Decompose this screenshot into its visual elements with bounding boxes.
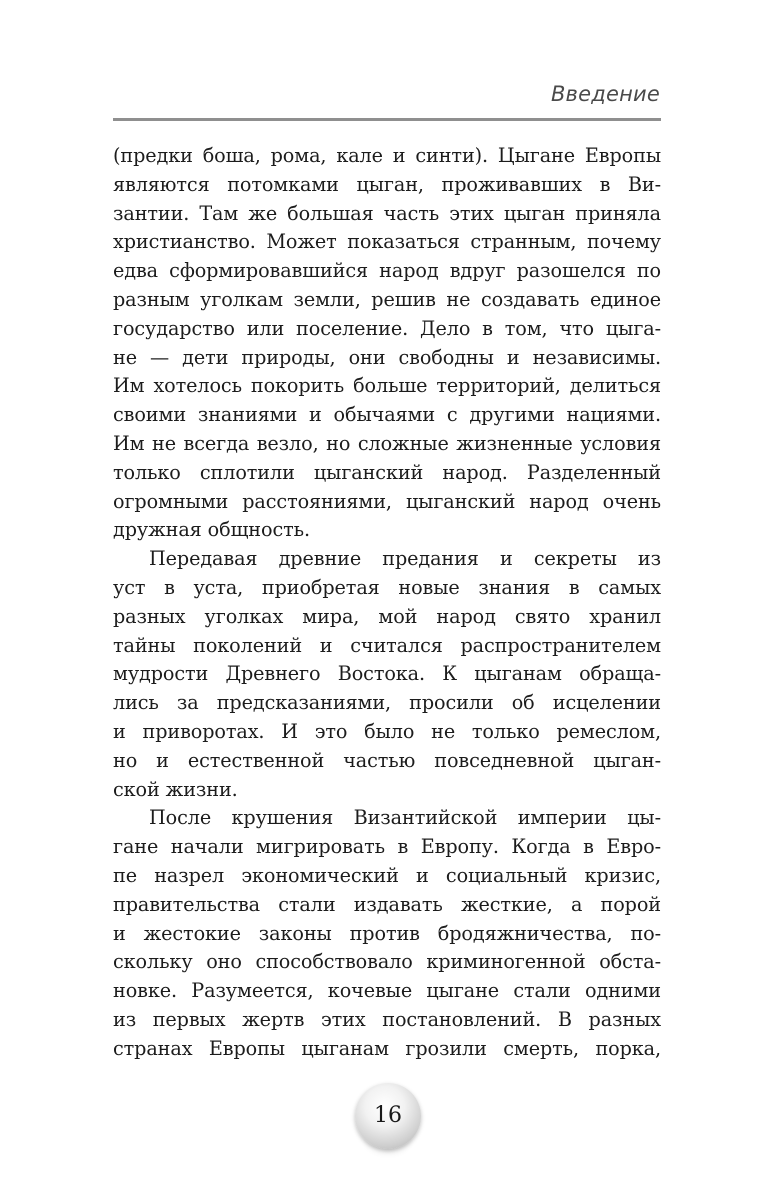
text-line: едва сформировавшийся народ вдруг разошелся по: [113, 259, 661, 283]
text-line: Им хотелось покорить больше территорий, делиться: [113, 374, 661, 398]
text-line: гане начали мигрировать в Европу. Когда в Евро-: [113, 835, 661, 859]
text-line: но и естественной частью повседневной цыган-: [113, 748, 661, 772]
header-divider: [113, 118, 661, 121]
text-line: пе назрел экономический и социальный кризис,: [113, 863, 661, 887]
text-line: правительства стали издавать жесткие, а порой: [113, 892, 661, 916]
text-line: дружная общность.: [113, 518, 310, 542]
text-line: разных уголках мира, мой народ свято хранил: [113, 604, 661, 628]
text-line: христианство. Может показаться странным, почему: [113, 230, 661, 254]
text-line: не — дети природы, они свободны и независимы.: [113, 345, 661, 369]
text-line: новке. Разумеется, кочевые цыгане стали одними: [113, 979, 661, 1003]
running-header-title: Введение: [550, 82, 660, 106]
text-line: огромными расстояниями, цыганский народ очень: [113, 489, 661, 513]
text-line: ской жизни.: [113, 777, 238, 801]
text-line: и приворотах. И это было не только ремеслом,: [113, 719, 661, 743]
text-line: скольку оно способствовало криминогенной обста-: [113, 950, 661, 974]
text-line: (предки боша, рома, кале и синти). Цыгане Европы: [113, 144, 661, 167]
text-line: государство или поселение. Дело в том, что цыга-: [113, 316, 661, 340]
text-line: уст в уста, приобретая новые знания в самых: [113, 575, 661, 599]
text-line: тайны поколений и считался распространителем: [113, 633, 661, 657]
text-line: и жестокие законы против бродяжничества, по-: [113, 921, 661, 945]
text-line: странах Европы цыганам грозили смерть, порка,: [113, 1036, 661, 1060]
text-line: мудрости Древнего Востока. К цыганам обраща-: [113, 662, 661, 686]
text-line: из первых жертв этих постановлений. В разных: [113, 1007, 661, 1031]
text-line: являются потомками цыган, проживавших в Ви-: [113, 172, 661, 196]
text-line: только сплотили цыганский народ. Разделенный: [113, 460, 661, 484]
page-number-badge: [355, 1083, 421, 1149]
body-text: [113, 142, 661, 1064]
text-line: своими знаниями и обычаями с другими нациями.: [113, 403, 661, 427]
text-line: лись за предсказаниями, просили об исцелении: [113, 691, 661, 715]
text-line: Передавая древние предания и секреты из: [149, 547, 661, 571]
text-line: После крушения Византийской империи цы-: [149, 806, 661, 830]
text-line: Им не всегда везло, но сложные жизненные условия: [113, 431, 661, 455]
text-line: зантии. Там же большая часть этих цыган приняла: [113, 201, 661, 225]
page-number: 16: [374, 1103, 402, 1128]
text-line: разным уголкам земли, решив не создавать единое: [113, 287, 661, 311]
